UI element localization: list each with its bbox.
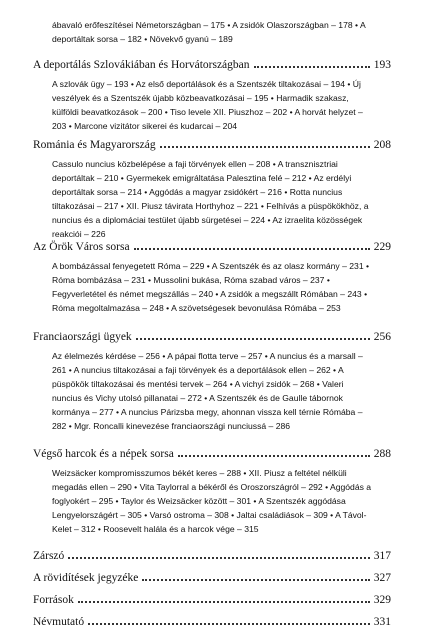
chapter-entry bbox=[33, 330, 391, 433]
chapter-page-number: 208 bbox=[373, 139, 391, 151]
chapter-heading bbox=[33, 330, 391, 344]
dot-leader bbox=[88, 623, 370, 625]
chapter-title: Névmutató bbox=[33, 616, 85, 628]
dot-leader bbox=[142, 579, 369, 581]
chapter-heading bbox=[33, 549, 391, 563]
chapter-subentries: Az élelmezés kérdése – 256 • A pápai flotta terve – 257 • A nuncius és a marsall – 261 • A nuncius tiltakozásai a faji törvények és a deportálások ellen – 262 • A püspökök tiltakozásai és mentési tervek – 264 • A vichyi zsidók – 268 • Valeri nuncius és Vichy utolsó pillanatai – 272 • A Szentszék és de Gaulle tábornok kormánya – 277 • A nuncius Párizsba megy, ahonnan vissza kell térnie Rómába – 282 • Mgr. Roncalli kinevezése franciaországi nunciussá – 286 bbox=[52, 351, 363, 431]
chapter-subentries: Cassulo nuncius közbelépése a faji törvények ellen – 208 • A transznisztriai deportáltak – 210 • Gyermekek emigráltatása Palesztina felé – 212 • Az erdélyi deportáltak sorsa – 214 • Aggódás a magyar zsidókért – 216 • Rotta nuncius tiltakozásai – 217 • XII. Piusz távirata Horthyhoz – 221 • Felhívás a püspökökhöz, a nuncius és a diplomáciai testület újabb sürgetései – 224 • Az izraelita közösségek reakciói – 226 bbox=[52, 159, 369, 239]
dot-leader bbox=[68, 557, 369, 559]
chapter-title: Franciaországi ügyek bbox=[33, 331, 132, 343]
dot-leader bbox=[178, 455, 370, 457]
chapter-subentries: A bombázással fenyegetett Róma – 229 • A Szentszék és az olasz kormány – 231 • Róma bombázása – 231 • Mussolini bukása, Róma szabad város – 237 • Fegyverletétel és német megszállás – 240 • A zsidók a megszállt Rómában – 243 • Róma megoltalmazása – 248 • A szövetségesek bevonulása Rómába – 253 bbox=[52, 261, 370, 313]
chapter-heading bbox=[33, 593, 391, 607]
chapter-heading bbox=[33, 58, 391, 72]
chapter-page-number: 256 bbox=[373, 331, 391, 343]
chapter-heading bbox=[33, 615, 391, 629]
chapter-page-number: 327 bbox=[373, 572, 391, 584]
chapter-title: Végső harcok és a népek sorsa bbox=[33, 448, 174, 460]
chapter-title: Zárszó bbox=[33, 550, 65, 562]
chapter-entry bbox=[33, 615, 391, 629]
dot-leader bbox=[160, 146, 370, 148]
chapter-heading bbox=[33, 571, 391, 585]
dot-leader bbox=[254, 66, 370, 68]
chapter-subentries: Weizsäcker kompromisszumos békét keres – 288 • XII. Piusz a feltétel nélküli megadás ellen – 290 • Vita Taylorral a békéről és Oroszországról – 292 • Aggódás a foglyokért – 295 • Taylor és Weizsäcker között – 301 • A Szentszék aggódása Lengyelországért – 305 • Varsó ostroma – 308 • Jaltai családiások – 309 • A Távol-Kelet – 312 • Roosevelt halála és a harcok vége – 315 bbox=[52, 468, 372, 534]
chapter-heading bbox=[33, 447, 391, 461]
chapter-entry bbox=[33, 447, 391, 536]
chapter-entry bbox=[33, 593, 391, 607]
chapter-page-number: 317 bbox=[373, 550, 391, 562]
chapter-subentries: A szlovák ügy – 193 • Az első deportálások és a Szentszék tiltakozásai – 194 • Új veszélyek és a Szentszék újabb közbeavatkozásai – 195 • Harmadik szakasz, külföldi beavatkozások – 200 • Tiso levele XII. Piuszhoz – 202 • A horvát helyzet – 203 • Marcone vizitátor sikerei és kudarcai – 204 bbox=[52, 79, 363, 131]
chapter-title: Az Örök Város sorsa bbox=[33, 241, 130, 253]
dot-leader bbox=[134, 248, 370, 250]
chapter-heading bbox=[33, 240, 391, 254]
intro-entries: ábavaló erőfeszítései Németországban – 175 • A zsidók Olaszországban – 178 • A deportáltak sorsa – 182 • Növekvő gyanú – 189 bbox=[52, 20, 366, 44]
chapter-page-number: 288 bbox=[373, 448, 391, 460]
chapter-heading bbox=[33, 138, 391, 152]
chapter-title: Románia és Magyarország bbox=[33, 139, 156, 151]
chapter-title: Források bbox=[33, 594, 74, 606]
chapter-entry bbox=[33, 571, 391, 585]
chapter-entry bbox=[33, 240, 391, 315]
chapter-page-number: 193 bbox=[373, 59, 391, 71]
chapter-page-number: 229 bbox=[373, 241, 391, 253]
chapter-title: A deportálás Szlovákiában és Horvátországban bbox=[33, 59, 250, 71]
chapter-entry bbox=[33, 138, 391, 241]
chapter-entry bbox=[33, 58, 391, 133]
chapter-entry bbox=[33, 549, 391, 563]
chapter-page-number: 331 bbox=[373, 616, 391, 628]
chapter-page-number: 329 bbox=[373, 594, 391, 606]
dot-leader bbox=[136, 338, 370, 340]
dot-leader bbox=[78, 601, 370, 603]
chapter-title: A rövidítések jegyzéke bbox=[33, 572, 139, 584]
